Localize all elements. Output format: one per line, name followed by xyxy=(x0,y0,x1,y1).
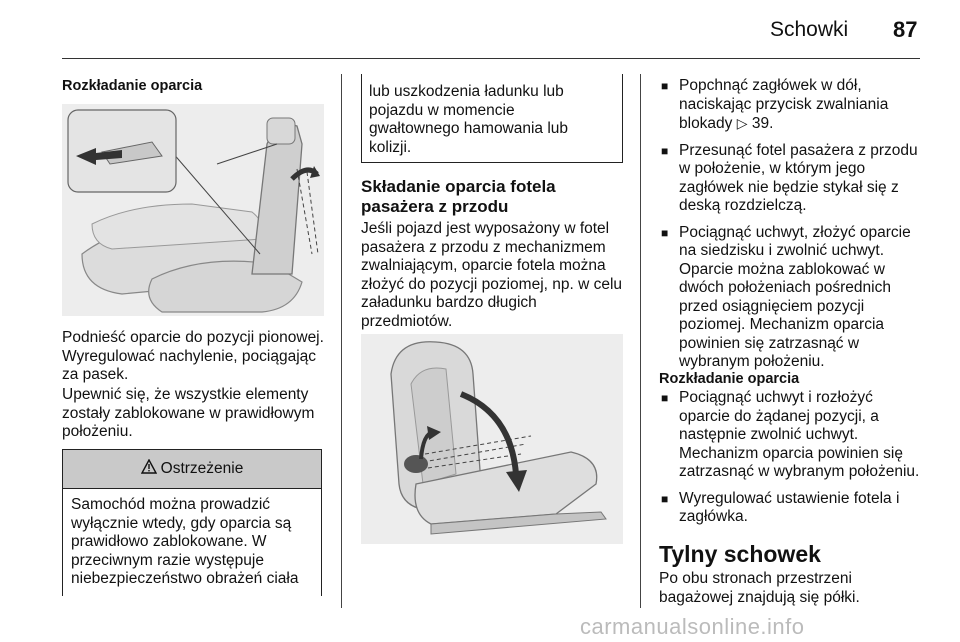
col1-heading: Rozkładanie oparcia xyxy=(62,78,203,94)
column-divider-2 xyxy=(640,74,641,608)
col3-subheading: Rozkładanie oparcia xyxy=(659,371,800,387)
warning-continued-text: lub uszkodzenia ładunku lub pojazdu w momencie gwałtownego hamowania lub kolizji. xyxy=(369,83,569,156)
page-number: 87 xyxy=(893,17,918,42)
list-item: ■ Przesunąć fotel pasażera z przodu w położenie, w którym jego zagłówek nie będzie stykał się z deską rozdzielczą. xyxy=(659,142,925,216)
col3-bullet-list-1 xyxy=(659,77,925,380)
running-header-title: Schowki xyxy=(770,18,849,41)
col3-paragraph: Po obu stronach przestrzeni bagażowej znajdują się półki. xyxy=(659,570,860,606)
col1-paragraph-2: Upewnić się, że wszystkie elementy zostały zablokowane w prawidłowym położeniu. xyxy=(62,386,315,440)
list-item: ■ Popchnąć zagłówek w dół, naciskając przycisk zwalniania blokady ▷ 39. xyxy=(659,77,925,134)
warning-text: Samochód można prowadzić wyłącznie wtedy, gdy oparcia są prawidłowo zablokowane. W przeciwnym razie występuje niebezpieczeństwo obrażeń ciała xyxy=(71,496,299,587)
list-item: ■ Pociągnąć uchwyt i rozłożyć oparcie do żądanej pozycji, a następnie zwolnić uchwyt. Mechanizm oparcia powinien się zatrzasnąć w wybranym położeniu. xyxy=(659,389,925,482)
watermark: carmanualsonline.info xyxy=(580,614,805,639)
list-item: ■ Pociągnąć uchwyt, złożyć oparcie na siedzisku i zwolnić uchwyt. Oparcie można zablokować w dwóch położeniach pośrednich przed osiągnięciem pozycji poziomej. Mechanizm oparcia powinien się zatrzasnąć w wybranym położeniu. xyxy=(659,224,925,372)
reference-arrow-icon: ▷ xyxy=(736,115,748,131)
front-seat-illustration xyxy=(361,334,623,544)
col2-paragraph: Jeśli pojazd jest wyposażony w fotel pasażera z przodu z mechanizmem zwalniającym, oparcie fotela można złożyć do pozycji poziomej, np. w celu załadunku bardzo długich przedmiotów. xyxy=(361,220,623,330)
warning-title: Ostrzeżenie xyxy=(160,460,244,477)
header-rule xyxy=(62,58,920,59)
warning-box xyxy=(62,449,322,596)
warning-continued-box xyxy=(361,74,623,163)
warning-header xyxy=(63,450,321,489)
col1-paragraph-1: Podnieść oparcie do pozycji pionowej. Wyregulować nachylenie, pociągając za pasek. xyxy=(62,329,324,383)
column-divider-1 xyxy=(341,74,342,608)
col2-heading: Składanie oparcia fotela pasażera z przodu xyxy=(361,177,556,216)
col3-bullet-list-2 xyxy=(659,389,925,535)
warning-triangle-icon xyxy=(141,459,157,479)
list-item: ■ Wyregulować ustawienie fotela i zagłówka. xyxy=(659,490,925,527)
rear-seat-illustration xyxy=(62,104,324,316)
col3-big-heading: Tylny schowek xyxy=(659,541,821,567)
